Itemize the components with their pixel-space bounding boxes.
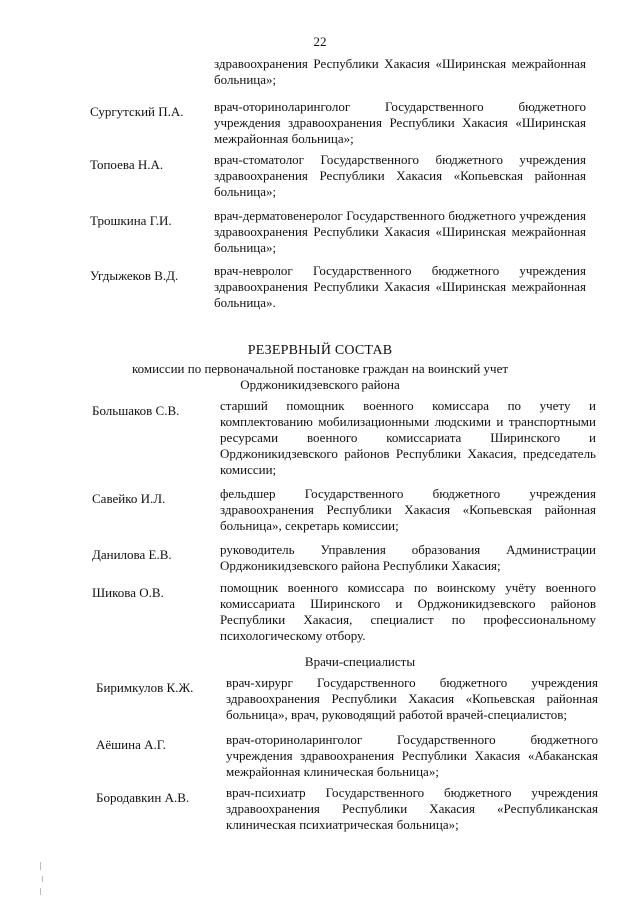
reserve-member-role: старший помощник военного комиссара по учету и комплектованию мобилизационными людскими и транспортными ресурсами военного комиссариата Ширинского и Орджоникидзевского районов Республики Хакасия, председатель комиссии; xyxy=(220,398,596,477)
continued-text: здравоохранения Республики Хакасия «Ширинская межрайонная больница»; xyxy=(214,56,586,87)
reserve-member-name: Данилова Е.В. xyxy=(92,547,172,562)
reserve-member-role: руководитель Управления образования Администрации Орджоникидзевского района Республики Хакасия; xyxy=(220,542,596,573)
doctor-role: врач-оториноларинголог Государственного бюджетного учреждения здравоохранения Республики Хакасия «Абаканская межрайонная клиническая больница»; xyxy=(226,732,598,779)
member-role: врач-дерматовенеролог Государственного бюджетного учреждения здравоохранения Республики Хакасия «Ширинская межрайонная больница»; xyxy=(214,208,586,255)
scan-artifact xyxy=(42,876,43,882)
reserve-member-name: Шикова О.В. xyxy=(92,585,164,600)
reserve-member-name: Савейко И.Л. xyxy=(92,491,166,506)
member-name: Сургутский П.А. xyxy=(90,104,184,119)
doctor-name: Аёшина А.Г. xyxy=(96,737,167,752)
section-title: РЕЗЕРВНЫЙ СОСТАВ xyxy=(247,343,393,358)
doctor-name: Бородавкин А.В. xyxy=(96,790,190,805)
page-number: 22 xyxy=(313,34,327,49)
member-role: врач-стоматолог Государственного бюджетного учреждения здравоохранения Республики Хакасия «Копьевская районная больница»; xyxy=(214,152,586,199)
section-subtitle: Орджоникидзевского района xyxy=(240,377,400,392)
scan-artifact xyxy=(40,862,41,870)
doctor-role: врач-хирург Государственного бюджетного учреждения здравоохранения Республики Хакасия «Копьевская районная больница», врач, руководящий работой врачей-специалистов; xyxy=(226,675,598,722)
member-name: Угдыжеков В.Д. xyxy=(90,268,179,283)
reserve-member-name: Большаков С.В. xyxy=(92,403,180,418)
doctor-name: Биримкулов К.Ж. xyxy=(96,680,194,695)
section-subtitle: комиссии по первоначальной постановке граждан на воинский учет xyxy=(131,361,509,376)
member-role: врач-невролог Государственного бюджетного учреждения здравоохранения Республики Хакасия «Ширинская межрайонная больница». xyxy=(214,263,586,310)
doctors-heading: Врачи-специалисты xyxy=(304,654,416,669)
member-name: Топоева Н.А. xyxy=(90,157,164,172)
member-role: врач-оториноларинголог Государственного бюджетного учреждения здравоохранения Республики Хакасия «Ширинская межрайонная больница»; xyxy=(214,99,586,146)
reserve-member-role: фельдшер Государственного бюджетного учреждения здравоохранения Республики Хакасия «Копьевская районная больница», секретарь комиссии; xyxy=(220,486,596,533)
member-name: Трошкина Г.И. xyxy=(90,213,172,228)
doctor-role: врач-психиатр Государственного бюджетного учреждения здравоохранения Республики Хакасия «Республиканская клиническая психиатрическая больница»; xyxy=(226,785,598,832)
scan-artifact xyxy=(40,888,41,895)
reserve-member-role: помощник военного комиссара по воинскому учёту военного комиссариата Ширинского и Орджоникидзевского районов Республики Хакасия, специалист по профессиональному психологическому отбору. xyxy=(220,580,596,643)
